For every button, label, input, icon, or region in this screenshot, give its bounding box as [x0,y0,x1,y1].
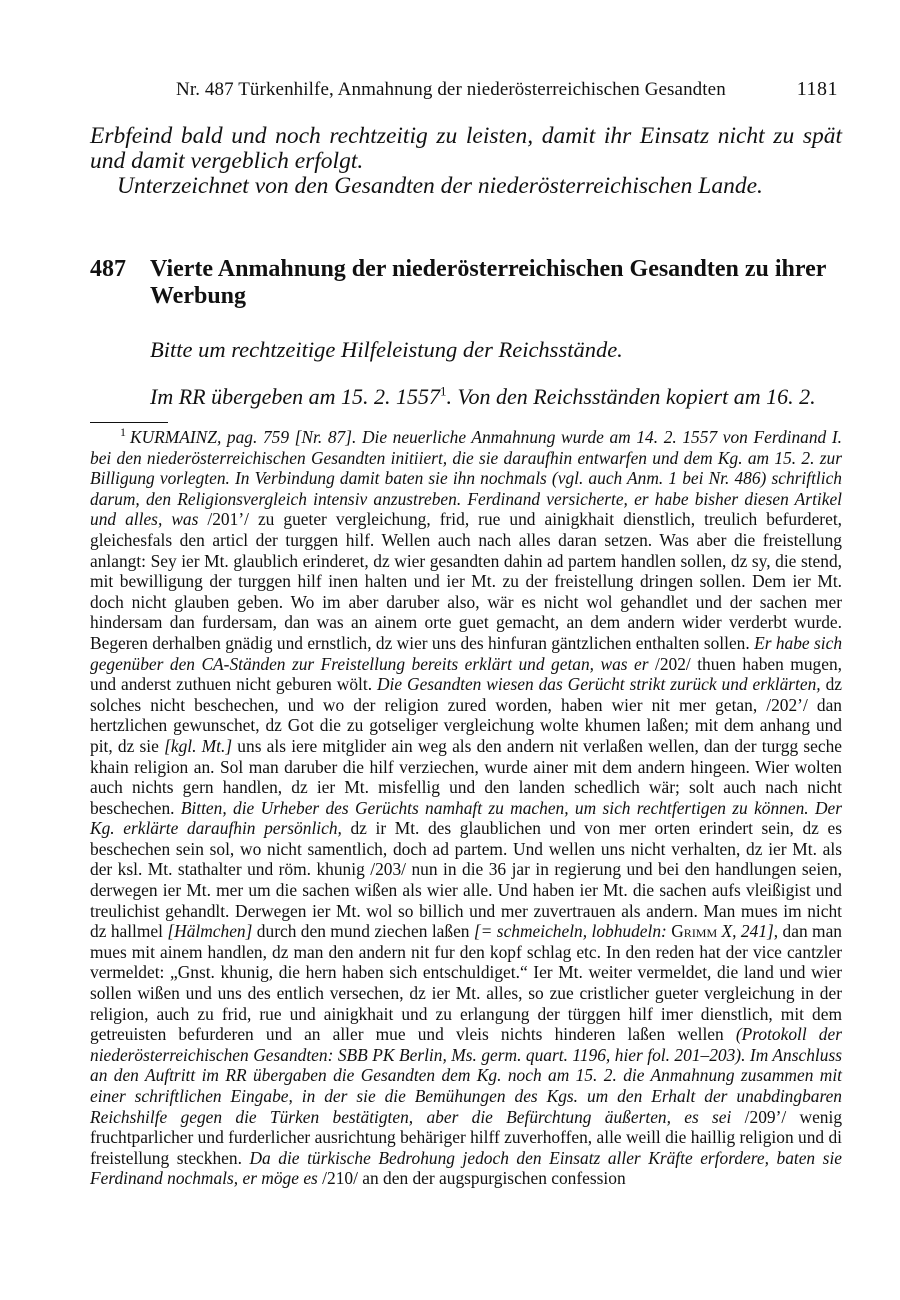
quoted-source-text: /201’/ zu gueter vergleichung, frid, rue und ainigkhait dienstlich, treulich befurderet, gleichesfals den articl der turggen hilf. Wellen auch nach alles daran setzen. Was aber die freistellung anlangt: Sey ier Mt. glaublich erinderet, dz wier gesandten dahin ad partem handlen sollen, dz sy, die stend, mit bewilligung der turggen hilf inen halten und ier Mt. zu der freistellung dringen sollen. Dem ier Mt. doch nicht glauben geben. Wo im aber daruber also, wär es nicht wol gehandlet und der sachen mer hindersam dan furdersam, dan was an ainem orte guet gemacht, an dem andern wider verderbt wurde. Begeren derhalben gnädig und ernstlich, dz wier uns des hinfuran gäntzlichen enthalten sollen. [90,509,842,653]
continuation-text: Erbfeind bald und noch rechtzeitig zu leisten, damit ihr Einsatz nicht zu spät und damit vergeblich erfolgt. [90,123,842,174]
editorial-text: [= schmeicheln, lobhudeln: [473,921,672,942]
quoted-source-text: , dan man mues mit ainem handlen, dz man den andern nit fur den kopf schlag etc. In den reden hat der vice cantzler vermeldet: „Gnst. khunig, die hern haben sich entschuldiget.“ Ier Mt. weiter vermeldet, die land und wier sollen wißen und uns des entlich versechen, dz ier Mt. alles, so zue cristlicher gueter vergleichung in der religion, auch zu frid, rue und ainigkhait und zu erlangung der türggen hilf imer dienstlich, mit dem getreuisten befurderen und an aller mue und vleis nichts hinderen laßen wellen [90,921,842,1045]
author-citation: Grimm [671,921,718,942]
editorial-text: (Protokoll der niederösterreichischen Gesandten: SBB PK Berlin, Ms. germ. quart. 1196, hier fol. 201–203). Im Anschluss an den Auftritt im RR übergaben die Gesandten dem Kg. noch am 15. 2. die Anmahnung zusammen mit einer schriftlichen Eingabe, in der sie die Bemühungen des Kgs. um den Erhalt der unabdingbaren Reichshilfe gegen die Türken bestätigten, aber die Befürchtung äußerten, es sei [90,1024,842,1127]
quoted-source-text: /210/ an den der augspurgischen confession [322,1168,626,1189]
footnote-mark: 1 [120,425,126,440]
footnote-paragraph [90,427,842,1189]
editorial-text: Da die türkische Bedrohung jedoch den Einsatz aller Kräfte erfordere, baten sie Ferdinand nochmals, er möge es [90,1147,842,1189]
document-heading [90,256,842,310]
editorial-text: KURMAINZ, pag. 759 [Nr. 87]. Die neuerliche Anmahnung wurde am 14. 2. 1557 von Ferdinand I. bei den niederösterreichischen Gesandten initiiert, die sie daraufhin entwarfen und dem Kg. am 15. 2. zur Billigung vorlegten. In Verbindung damit baten sie ihn nochmals (vgl. auch Anm. 1 bei Nr. 486) schriftlich darum, den Religionsvergleich intensiv anzustreben. Ferdinand versicherte, er habe bisher diesen Artikel und alles, was [90,427,842,530]
transmission-text: Im RR übergeben am 15. 2. 1557 [150,384,441,409]
footnote [90,427,842,1189]
editorial-text: X, 241] [717,921,774,942]
footnote-body [90,427,842,1188]
regest: Bitte um rechtzeitige Hilfeleistung der Reichsstände. [150,337,623,362]
continuation-block [90,124,842,199]
running-head [176,78,838,101]
quoted-source-text: dz solches nicht beschechen, und wo der religion zured worden, haben wier nit mer getan, /202’/ dan hertzlichen gewunschet, dz Got die zu gotseliger vergleichung wolte khumen laßen; mit dem anhang und pit, dz sie [90,674,842,756]
quoted-source-text: uns als iere mitglider ain weg als den andern nit verlaßen wellen, dan der turgg seche khain religion an. Sol man daruber die hilf verziechen, wurde ainer mit dem andern hingeen. Wier wolten auch nichts gern handlen, dz ier Mt. misfellig und den landen schedlich wär; solt auch nach nicht beschechen. [90,735,842,818]
document-number: 487 [90,256,126,282]
running-head-title: Nr. 487 Türkenhilfe, Anmahnung der niederösterreichischen Gesandten [176,79,726,100]
editorial-text: [kgl. Mt.] [164,735,238,756]
signature-line: Unterzeichnet von den Gesandten der niederösterreichischen Lande. [117,173,763,199]
editorial-text: Er habe sich gegenüber den CA-Ständen zur Freistellung bereits erklärt und getan, was er [90,632,843,674]
quoted-source-text: durch den mund ziechen laßen [256,921,474,942]
editorial-text: Bitten, die Urheber des Gerüchts namhaft zu machen, um sich rechtfertigen zu können. Der Kg. erklärte daraufhin persönlich, [90,797,842,839]
footnote-divider [90,422,168,423]
transmission-note [150,384,842,410]
document-title: Vierte Anmahnung der niederösterreichischen Gesandten zu ihrer Werbung [150,256,826,309]
editorial-text: Die Gesandten wiesen das Gerücht strikt zurück und erklärten, [376,674,826,695]
page-number: 1181 [796,78,838,100]
transmission-text-end: . Von den Reichsständen kopiert am 16. 2. [446,384,816,409]
quoted-source-text: /209’/ wenig fruchtparlicher und furderlicher ausrichtung behäriger hilff zuverhoffen, alle weill die haillig religion und di freistellung steckhen. [90,1106,843,1168]
quoted-source-text: dz ir Mt. des glaublichen und von mer orten erindert sein, dz es beschechen sein sol, wo nicht samentlich, doch ad partem. Und wellen uns nicht verhalten, dz ier Mt. als der ksl. Mt. stathalter und röm. khunig /203/ nun in die 36 jar in regierung und bei den handlungen seien, derwegen ier Mt. mer um die sachen wißen als wier alle. Und haben ier Mt. die sachen aufs vleißigist und treulichist gehandlt. Derwegen ier Mt. wol so billich und mer zuvertrauen als andern. Man mues im nicht dz hallmel [90,818,842,942]
editorial-text: [Hälmchen] [167,921,257,942]
footnote-reference[interactable]: 1 [440,383,447,399]
quoted-source-text: /202/ thuen haben mugen, und anderst zuthuen nicht geburen wölt. [90,653,842,695]
